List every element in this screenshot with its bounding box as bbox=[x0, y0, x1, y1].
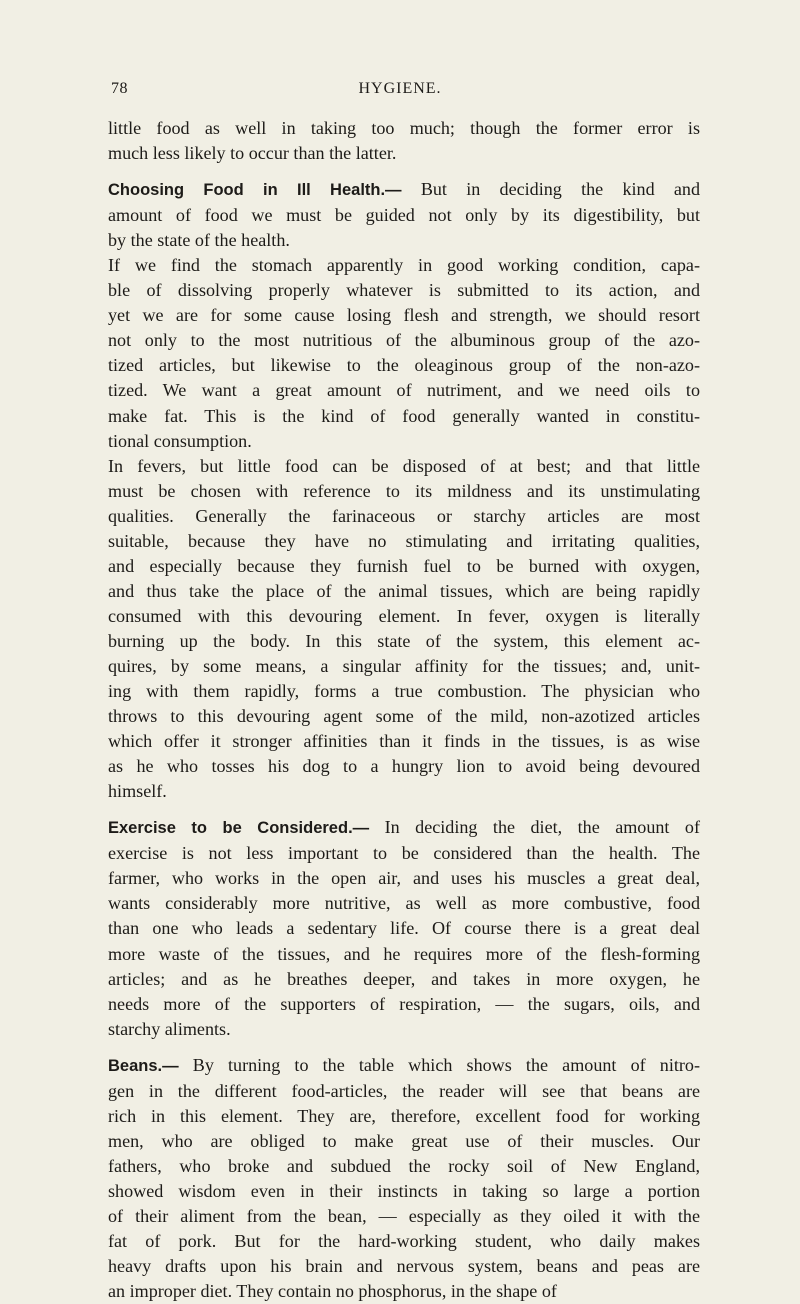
text-line: more waste of the tissues, and he requires more of the flesh-forming bbox=[108, 943, 700, 964]
text-line: than one who leads a sedentary life. Of course there is a great deal bbox=[108, 918, 700, 939]
text-line: little food as well in taking too much; though the former error is bbox=[108, 118, 700, 138]
text-line: fathers, who broke and subdued the rocky soil of New England, bbox=[108, 1155, 700, 1176]
section-heading: Choosing Food in Ill Health.— bbox=[108, 181, 402, 200]
text-line: men, who are obliged to make great use of their muscles. Our bbox=[108, 1130, 700, 1151]
text-line: ble of dissolving properly whatever is submitted to its action, and bbox=[108, 280, 700, 301]
text-line: Choosing Food in Ill Health.— But in deciding the kind and bbox=[108, 179, 700, 200]
paragraph bbox=[108, 177, 700, 253]
section-heading: Beans.— bbox=[108, 1056, 179, 1075]
text-line: ing with them rapidly, forms a true combustion. The physician who bbox=[108, 681, 700, 702]
text-line: must be chosen with reference to its mildness and its unstimulating bbox=[108, 480, 700, 501]
body-text bbox=[108, 116, 700, 1304]
text-line: heavy drafts upon his brain and nervous system, beans and peas are bbox=[108, 1256, 700, 1277]
text-line: starchy aliments. bbox=[108, 1018, 231, 1039]
section-heading: Exercise to be Considered.— bbox=[108, 819, 370, 838]
text-line: If we find the stomach apparently in good working condition, capa- bbox=[108, 255, 700, 276]
text-line: quires, by some means, a singular affinity for the tissues; and, unit- bbox=[108, 655, 700, 676]
text-line: tized articles, but likewise to the oleaginous group of the non-azo- bbox=[108, 355, 700, 376]
text-line: himself. bbox=[108, 781, 167, 802]
text-line: yet we are for some cause losing flesh and strength, we should resort bbox=[108, 305, 700, 326]
text-line: needs more of the supporters of respiration, — the sugars, oils, and bbox=[108, 993, 700, 1014]
text-line: much less likely to occur than the latter. bbox=[108, 143, 397, 164]
text-line: not only to the most nutritious of the albuminous group of the azo- bbox=[108, 330, 700, 351]
text-line: tional consumption. bbox=[108, 430, 252, 451]
text-line: an improper diet. They contain no phosphorus, in the shape of bbox=[108, 1281, 557, 1302]
text-line: make fat. This is the kind of food generally wanted in constitu- bbox=[108, 405, 700, 426]
text-line: suitable, because they have no stimulating and irritating qualities, bbox=[108, 530, 700, 551]
text-line: Exercise to be Considered.— In deciding the diet, the amount of bbox=[108, 817, 701, 838]
paragraph bbox=[108, 116, 700, 166]
text-line: consumed with this devouring element. In fever, oxygen is literally bbox=[108, 605, 700, 626]
text-line: rich in this element. They are, therefore, excellent food for working bbox=[108, 1105, 700, 1126]
text-line: burning up the body. In this state of the system, this element ac- bbox=[108, 630, 700, 651]
text-line: wants considerably more nutritive, as well as more combustive, food bbox=[108, 893, 700, 914]
text-line: of their aliment from the bean, — especially as they oiled it with the bbox=[108, 1205, 700, 1226]
text-line: farmer, who works in the open air, and uses his muscles a great deal, bbox=[108, 868, 700, 889]
text-line: exercise is not less important to be considered than the health. The bbox=[108, 843, 700, 864]
text-line: which offer it stronger affinities than it finds in the tissues, is as wise bbox=[108, 731, 700, 752]
text-line: fat of pork. But for the hard-working student, who daily makes bbox=[108, 1231, 700, 1252]
paragraph bbox=[108, 815, 700, 1041]
page-number: 78 bbox=[111, 80, 128, 97]
text-line: as he who tosses his dog to a hungry lion to avoid being devoured bbox=[108, 756, 700, 777]
paragraph bbox=[108, 454, 700, 805]
paragraph bbox=[108, 1053, 700, 1304]
text-line: In fevers, but little food can be disposed of at best; and that little bbox=[108, 455, 700, 476]
text-line: amount of food we must be guided not only by its digestibility, but bbox=[108, 205, 700, 226]
text-line: and thus take the place of the animal tissues, which are being rapidly bbox=[108, 580, 700, 601]
text-line: throws to this devouring agent some of the mild, non-azotized articles bbox=[108, 706, 700, 727]
text-line: tized. We want a great amount of nutriment, and we need oils to bbox=[108, 380, 700, 401]
paragraph bbox=[108, 253, 700, 453]
text-line: and especially because they furnish fuel to be burned with oxygen, bbox=[108, 555, 700, 576]
text-line: articles; and as he breathes deeper, and takes in more oxygen, he bbox=[108, 968, 700, 989]
text-line: showed wisdom even in their instincts in taking so large a portion bbox=[108, 1180, 700, 1201]
text-line: qualities. Generally the farinaceous or starchy articles are most bbox=[108, 505, 700, 526]
text-line: Beans.— By turning to the table which shows the amount of nitro- bbox=[108, 1054, 700, 1075]
text-line: by the state of the health. bbox=[108, 230, 290, 251]
running-head: HYGIENE. bbox=[358, 80, 442, 97]
text-line: gen in the different food-articles, the reader will see that beans are bbox=[108, 1080, 700, 1101]
